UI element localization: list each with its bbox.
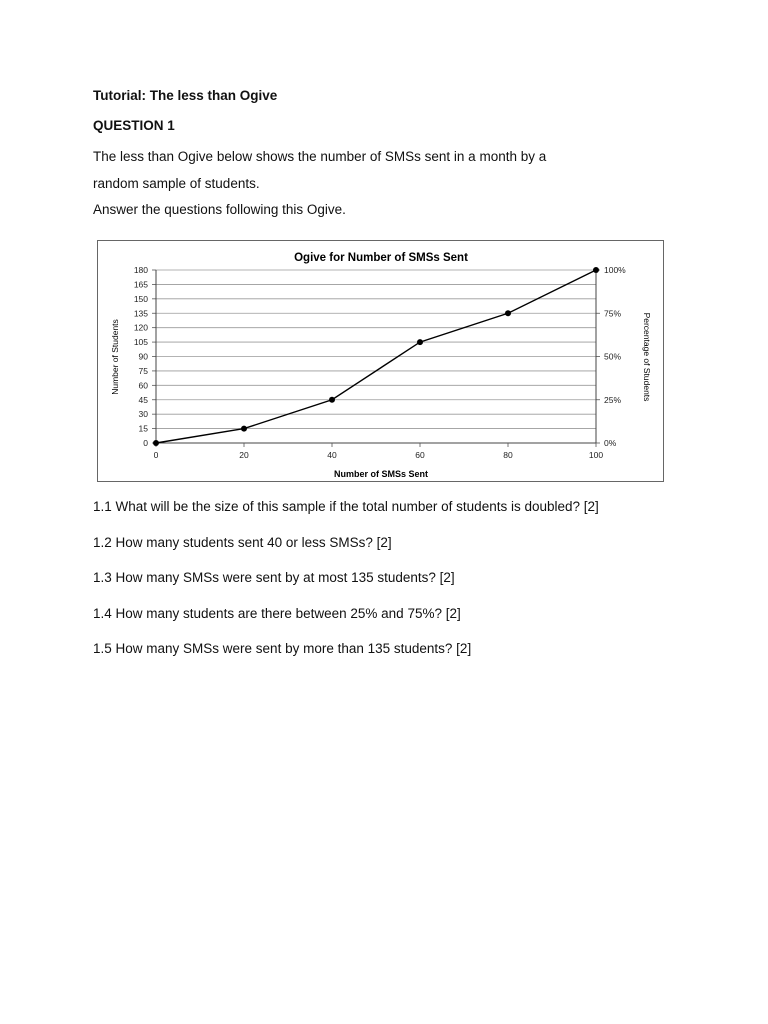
y2-axis-label: Percentage of Students	[642, 312, 652, 402]
y-tick-label: 30	[138, 409, 148, 420]
y2-tick-label: 0%	[604, 438, 617, 448]
y2-tick-label: 50%	[604, 351, 622, 362]
data-point	[153, 440, 159, 446]
ogive-chart	[97, 240, 664, 482]
y-tick-label: 75	[138, 365, 148, 376]
y-tick-label: 165	[133, 279, 148, 290]
y-tick-label: 45	[138, 394, 148, 405]
x-tick-label: 40	[327, 450, 337, 460]
intro-line-3: Answer the questions following this Ogive.	[93, 202, 346, 217]
y-tick-label: 150	[133, 293, 148, 304]
x-tick-label: 60	[415, 450, 425, 460]
y-tick-label: 90	[138, 351, 148, 362]
y2-tick-label: 25%	[604, 394, 622, 405]
data-point	[329, 397, 335, 403]
x-tick-label: 20	[239, 450, 249, 460]
chart-svg	[98, 241, 663, 481]
chart-title: Ogive for Number of SMSs Sent	[294, 252, 468, 264]
intro-line-1: The less than Ogive below shows the number of SMSs sent in a month by a	[93, 149, 547, 164]
page-title: Tutorial: The less than Ogive	[93, 88, 278, 103]
question-1-1: 1.1 What will be the size of this sample if the total number of students is doubled? [2]	[93, 499, 599, 514]
y-tick-label: 135	[133, 308, 148, 319]
y-tick-label: 60	[138, 380, 148, 391]
y2-tick-label: 75%	[604, 308, 622, 319]
data-point	[417, 339, 423, 345]
y-tick-label: 105	[133, 337, 148, 348]
y-tick-label: 180	[133, 265, 148, 275]
y-tick-label: 0	[143, 438, 148, 448]
data-point	[505, 310, 511, 316]
question-1-4: 1.4 How many students are there between 25% and 75%? [2]	[93, 606, 461, 621]
x-tick-label: 100	[588, 450, 604, 460]
intro-line-2: random sample of students.	[93, 176, 260, 191]
y-axis-label: Number of Students	[110, 319, 120, 395]
question-1-5: 1.5 How many SMSs were sent by more than 135 students? [2]	[93, 641, 472, 656]
y2-tick-label: 100%	[604, 265, 626, 275]
x-axis-label: Number of SMSs Sent	[333, 469, 429, 479]
y-tick-label: 15	[138, 423, 148, 434]
data-point	[241, 426, 247, 432]
question-1-3: 1.3 How many SMSs were sent by at most 135 students? [2]	[93, 570, 455, 585]
y-tick-label: 120	[133, 322, 148, 333]
x-tick-label: 0	[153, 450, 159, 460]
data-point	[593, 267, 599, 273]
x-tick-label: 80	[503, 450, 513, 460]
question-heading: QUESTION 1	[93, 118, 175, 133]
question-1-2: 1.2 How many students sent 40 or less SMSs? [2]	[93, 535, 392, 550]
